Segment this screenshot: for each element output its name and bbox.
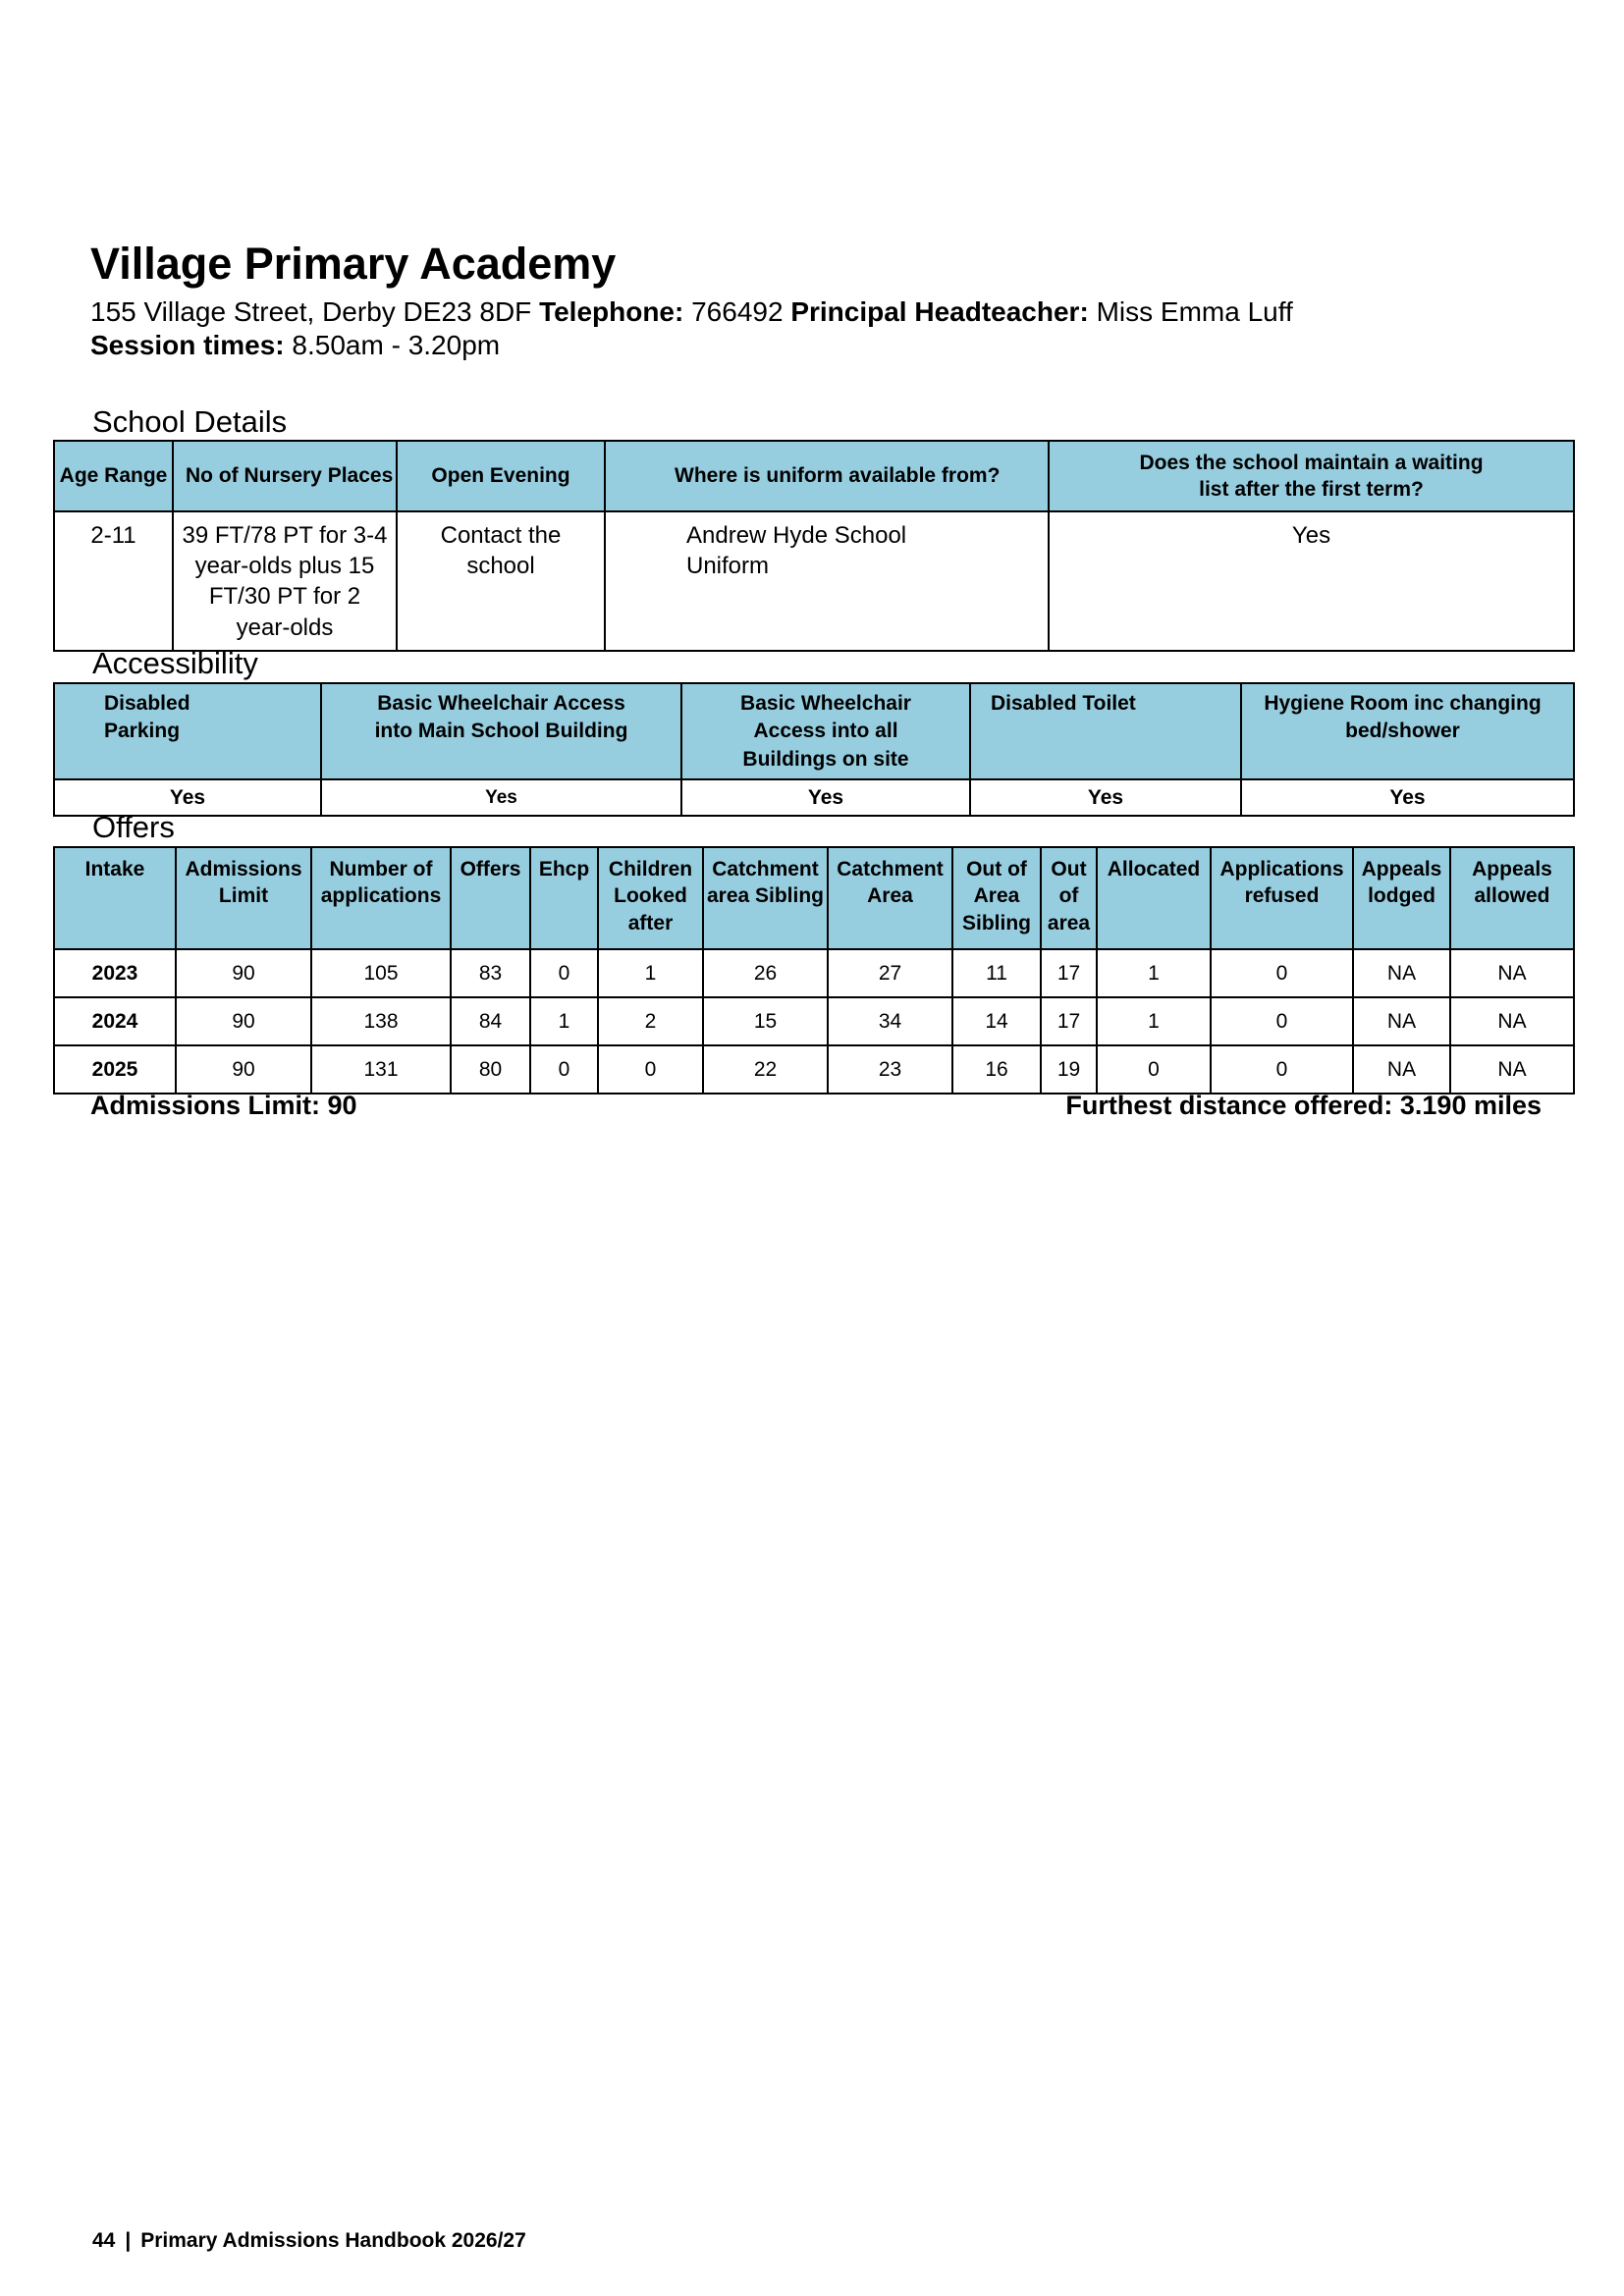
applications-refused-value: 0 [1211,949,1353,997]
out-area-sibling-value: 16 [952,1045,1041,1094]
header-allocated: Allocated [1097,847,1211,949]
looked-after-value: 1 [598,949,703,997]
cell-wheelchair-main: Yes [321,779,681,816]
cell-disabled-toilet: Yes [970,779,1241,816]
accessibility-header-row [54,683,1574,779]
admissions-limit-value: 90 [176,949,311,997]
appeals-lodged-value: NA [1353,949,1450,997]
header-intake: Intake [54,847,176,949]
header-looked-after: Children Looked after [598,847,703,949]
offers-value: 84 [451,997,530,1045]
school-name: Village Primary Academy [90,239,617,289]
accessibility-heading: Accessibility [92,646,258,680]
catchment-area-value: 34 [828,997,952,1045]
looked-after-value: 0 [598,1045,703,1094]
header-age-range: Age Range [54,441,173,511]
header-disabled-parking: Disabled Parking [54,683,321,779]
intake-year: 2023 [54,949,176,997]
catchment-area-value: 27 [828,949,952,997]
cell-hygiene-room: Yes [1241,779,1574,816]
school-details-row [54,511,1574,651]
headteacher-value: Miss Emma Luff [1096,296,1293,327]
header-uniform: Where is uniform available from? [605,441,1049,511]
offers-heading: Offers [92,810,175,844]
session-times-line [90,332,500,359]
allocated-value: 0 [1097,1045,1211,1094]
offers-value: 83 [451,949,530,997]
school-contact-line [90,298,1293,326]
admissions-limit-value: 90 [176,1045,311,1094]
header-wheelchair-main: Basic Wheelchair Access into Main School Building [321,683,681,779]
headteacher-label: Principal Headteacher: [790,296,1089,327]
out-of-area-value: 17 [1041,997,1097,1045]
admissions-limit-summary: Admissions Limit: 90 [90,1091,357,1120]
header-admissions-limit: Admissions Limit [176,847,311,949]
session-times-label: Session times: [90,330,285,360]
out-area-sibling-value: 14 [952,997,1041,1045]
cell-waiting-list: Yes [1049,511,1574,651]
page-number: 44 [92,2229,116,2252]
offers-table [53,846,1575,1095]
catchment-sibling-value: 22 [703,1045,828,1094]
header-offers: Offers [451,847,530,949]
cell-disabled-parking: Yes [54,779,321,816]
school-details-header-row [54,441,1574,511]
offers-row-2025 [54,1045,1574,1094]
out-of-area-value: 19 [1041,1045,1097,1094]
cell-uniform: Andrew Hyde School Uniform [605,511,1049,651]
offers-header-row [54,847,1574,949]
header-waiting-list: Does the school maintain a waiting list after the first term? [1049,441,1574,511]
allocated-value: 1 [1097,997,1211,1045]
catchment-sibling-value: 26 [703,949,828,997]
intake-year: 2024 [54,997,176,1045]
appeals-allowed-value: NA [1450,1045,1574,1094]
school-address: 155 Village Street, Derby DE23 8DF [90,296,532,327]
header-ehcp: Ehcp [530,847,598,949]
ehcp-value: 0 [530,1045,598,1094]
accessibility-row [54,779,1574,816]
out-of-area-value: 17 [1041,949,1097,997]
header-hygiene-room: Hygiene Room inc changing bed/shower [1241,683,1574,779]
offers-value: 80 [451,1045,530,1094]
ehcp-value: 1 [530,997,598,1045]
out-area-sibling-value: 11 [952,949,1041,997]
header-catchment-area: Catchment Area [828,847,952,949]
handbook-title: Primary Admissions Handbook 2026/27 [140,2229,526,2252]
catchment-sibling-value: 15 [703,997,828,1045]
applications-value: 138 [311,997,451,1045]
cell-wheelchair-all: Yes [681,779,970,816]
appeals-allowed-value: NA [1450,997,1574,1045]
session-times-value: 8.50am - 3.20pm [292,330,501,360]
cell-age-range: 2-11 [54,511,173,651]
telephone-label: Telephone: [539,296,684,327]
looked-after-value: 2 [598,997,703,1045]
cell-nursery-places: 39 FT/78 PT for 3-4 year-olds plus 15 FT/30 PT for 2 year-olds [173,511,397,651]
catchment-area-value: 23 [828,1045,952,1094]
ehcp-value: 0 [530,949,598,997]
header-out-area-sibling: Out of Area Sibling [952,847,1041,949]
appeals-lodged-value: NA [1353,1045,1450,1094]
offers-row-2023 [54,949,1574,997]
page-footer [92,2230,526,2251]
allocated-value: 1 [1097,949,1211,997]
header-open-evening: Open Evening [397,441,605,511]
applications-value: 131 [311,1045,451,1094]
telephone-value: 766492 [691,296,784,327]
header-applications: Number of applications [311,847,451,949]
header-appeals-lodged: Appeals lodged [1353,847,1450,949]
offers-row-2024 [54,997,1574,1045]
school-details-table [53,440,1575,652]
header-wheelchair-all: Basic Wheelchair Access into all Buildings on site [681,683,970,779]
applications-value: 105 [311,949,451,997]
footer-separator: | [125,2229,132,2252]
header-catchment-sibling: Catchment area Sibling [703,847,828,949]
header-appeals-allowed: Appeals allowed [1450,847,1574,949]
applications-refused-value: 0 [1211,997,1353,1045]
appeals-lodged-value: NA [1353,997,1450,1045]
accessibility-table [53,682,1575,817]
furthest-distance-summary: Furthest distance offered: 3.190 miles [1065,1091,1542,1120]
applications-refused-value: 0 [1211,1045,1353,1094]
intake-year: 2025 [54,1045,176,1094]
header-out-of-area: Out of area [1041,847,1097,949]
appeals-allowed-value: NA [1450,949,1574,997]
admissions-limit-value: 90 [176,997,311,1045]
school-details-heading: School Details [92,404,288,439]
cell-open-evening: Contact the school [397,511,605,651]
header-nursery-places: No of Nursery Places [173,441,397,511]
header-disabled-toilet: Disabled Toilet [970,683,1241,779]
header-applications-refused: Applications refused [1211,847,1353,949]
